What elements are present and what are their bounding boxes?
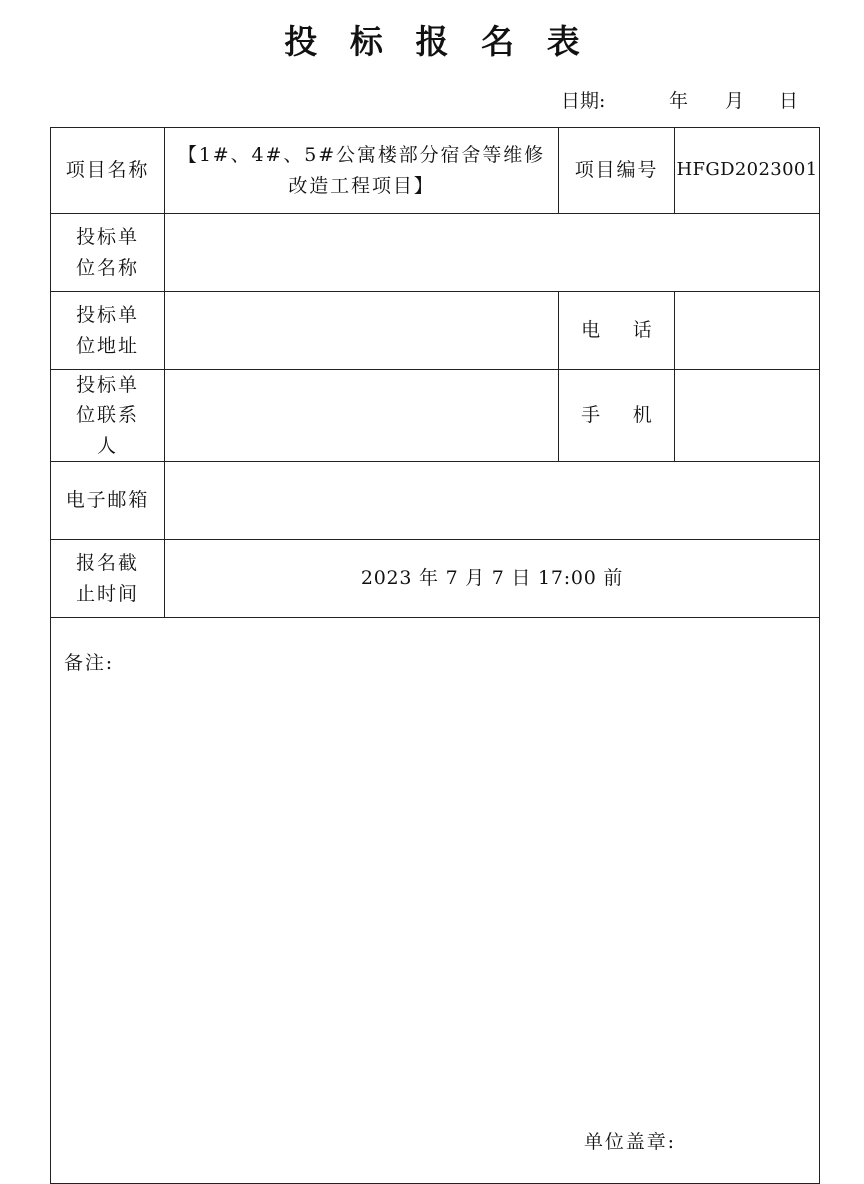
mobile-label: 手 机 xyxy=(559,370,675,462)
mobile-field[interactable] xyxy=(675,370,820,462)
notes-row xyxy=(51,618,820,1184)
email-row xyxy=(51,462,820,540)
date-year-label: 年 xyxy=(669,90,689,112)
project-name-value: 【1#、4#、5#公寓楼部分宿舍等维修改造工程项目】 xyxy=(165,128,559,214)
project-name-label: 项目名称 xyxy=(51,128,165,214)
bidder-name-field[interactable] xyxy=(165,214,820,292)
registration-form-table xyxy=(50,127,820,1184)
bidder-address-row xyxy=(51,292,820,370)
date-day-label: 日 xyxy=(779,90,799,112)
deadline-value: 2023 年 7 月 7 日 17:00 前 xyxy=(165,540,820,618)
bidder-name-label: 投标单位名称 xyxy=(51,214,165,292)
bidder-contact-field[interactable] xyxy=(165,370,559,462)
bidder-contact-label: 投标单位联系人 xyxy=(51,370,165,462)
date-month-label: 月 xyxy=(725,90,745,112)
phone-label: 电 话 xyxy=(559,292,675,370)
email-label: 电子邮箱 xyxy=(51,462,165,540)
project-code-value: HFGD2023001 xyxy=(675,128,820,214)
phone-field[interactable] xyxy=(675,292,820,370)
deadline-label: 报名截止时间 xyxy=(51,540,165,618)
notes-area[interactable] xyxy=(51,618,820,1184)
notes-label: 备注: xyxy=(64,652,115,675)
bidder-address-field[interactable] xyxy=(165,292,559,370)
seal-label: 单位盖章: xyxy=(584,1131,676,1154)
bidder-name-row xyxy=(51,214,820,292)
date-label: 日期: xyxy=(561,90,606,112)
project-name-row xyxy=(51,128,820,214)
page-title: 投 标 报 名 表 xyxy=(284,22,591,61)
bidder-contact-row xyxy=(51,370,820,462)
project-code-label: 项目编号 xyxy=(559,128,675,214)
deadline-row xyxy=(51,540,820,618)
bidder-address-label: 投标单位地址 xyxy=(51,292,165,370)
email-field[interactable] xyxy=(165,462,820,540)
